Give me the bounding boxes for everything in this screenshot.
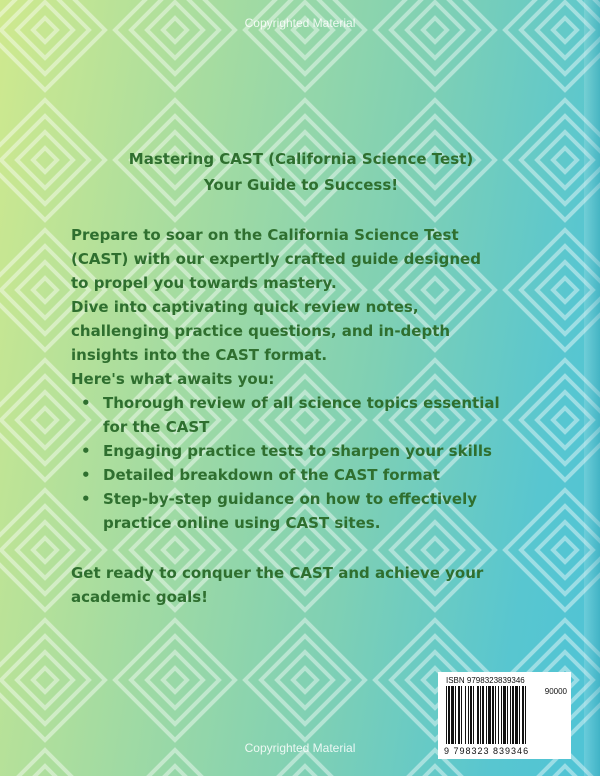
barcode-bar (507, 686, 508, 744)
barcode-bar (480, 686, 481, 744)
list-item-line: for the CAST (103, 418, 210, 436)
barcode-bar (525, 686, 526, 744)
feature-list (71, 391, 541, 535)
subtitle-line: Your Guide to Success! (203, 176, 399, 194)
isbn-label: ISBN 9798323839346 (446, 676, 525, 685)
intro-paragraph (71, 223, 541, 391)
spine-edge (584, 0, 600, 776)
barcode-bar (522, 686, 524, 744)
title-line: Mastering CAST (California Science Test) (128, 150, 474, 168)
barcode-bar (477, 686, 479, 744)
list-item-line: • Step-by-step guidance on how to effectively (103, 490, 478, 508)
barcode-bar (486, 686, 487, 744)
watermark-top: Copyrighted Material (244, 16, 356, 30)
barcode-bar (503, 686, 506, 744)
barcode-bar (495, 686, 496, 744)
barcode-bar (451, 686, 454, 744)
barcode-bar (465, 686, 466, 744)
intro-line: Prepare to soar on the California Science Test (71, 226, 459, 244)
list-item-line: practice online using CAST sites. (103, 514, 381, 532)
barcode-bar (446, 686, 447, 744)
barcode-bar (515, 686, 518, 744)
list-item (103, 487, 541, 535)
list-item (103, 391, 541, 439)
barcode-bar (468, 686, 469, 744)
barcode-bar (458, 686, 460, 744)
barcode-bar (501, 686, 502, 744)
closing-paragraph (71, 561, 541, 609)
intro-line: Dive into captivating quick review notes, (71, 298, 419, 316)
barcode-bar (461, 686, 462, 744)
barcode-bar (470, 686, 472, 744)
list-item (103, 463, 541, 487)
intro-line: (CAST) with our expertly crafted guide designed (71, 250, 481, 268)
barcode-bar (512, 686, 514, 744)
barcode-bar (492, 686, 494, 744)
barcode-bar (473, 686, 474, 744)
barcode-bar (482, 686, 484, 744)
price-code: 90000 (544, 687, 567, 696)
intro-line: Here's what awaits you: (71, 370, 275, 388)
barcode-bar (488, 686, 491, 744)
barcode-bar (498, 686, 499, 744)
isbn-digits: 9 798323 839346 (444, 746, 530, 756)
book-title (51, 146, 551, 198)
closing-line: academic goals! (71, 588, 209, 606)
intro-line: insights into the CAST format. (71, 346, 328, 364)
barcode-bar (455, 686, 456, 744)
closing-line: Get ready to conquer the CAST and achieve your (71, 564, 484, 582)
intro-line: challenging practice questions, and in-depth (71, 322, 451, 340)
barcode-bars (446, 686, 564, 746)
intro-line: to propel you towards mastery. (71, 274, 337, 292)
watermark-bottom: Copyrighted Material (244, 741, 356, 755)
list-item (103, 439, 541, 463)
list-item-line: • Thorough review of all science topics essential (103, 394, 500, 412)
barcode-bar (448, 686, 450, 744)
list-item-line: • Engaging practice tests to sharpen your skills (103, 442, 492, 460)
list-item-line: • Detailed breakdown of the CAST format (103, 466, 440, 484)
barcode-bar (510, 686, 511, 744)
barcode-bar (519, 686, 520, 744)
cover-text (71, 146, 541, 609)
